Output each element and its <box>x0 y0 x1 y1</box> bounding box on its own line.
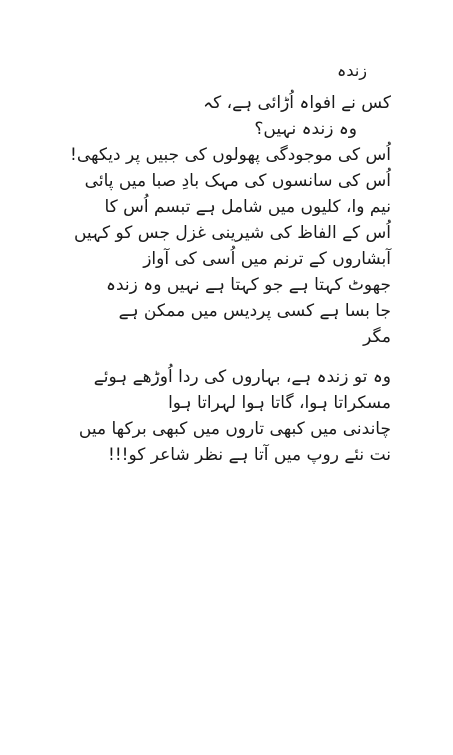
poem-line-12: مسکراتا ہوا، گاتا ہوا لہراتا ہوا <box>168 393 391 413</box>
poem-line-10: مگر <box>363 327 391 347</box>
poem-line-1: کس نے افواہ اُڑائی ہے، کہ <box>203 93 391 113</box>
poem-line-14: نت نئے روپ میں آتا ہے نظر شاعر کو!!! <box>108 445 391 465</box>
poem-line-7: آبشاروں کے ترنم میں اُسی کی آواز <box>143 249 391 269</box>
poem-line-3: اُس کی موجودگی پھولوں کی جبیں پر دیکھی! <box>70 145 391 165</box>
poem-line-6: اُس کے الفاظ کی شیرینی غزل جس کو کہیں <box>73 223 391 243</box>
poem <box>70 58 391 468</box>
poem-line-4: اُس کی سانسوں کی مہک بادِ صبا میں پائی <box>84 171 391 191</box>
poem-line-5: نیم وا، کلیوں میں شامل ہے تبسم اُس کا <box>104 197 391 217</box>
poem-line-2: وہ زندہ نہیں؟ <box>254 119 357 139</box>
poem-line-11: وہ تو زندہ ہے، بہاروں کی ردا اُوڑھے ہوئے <box>93 367 391 387</box>
poem-title: زندہ <box>337 61 367 80</box>
poem-line-8: جھوٹ کہتا ہے جو کہتا ہے نہیں وہ زندہ <box>106 275 391 295</box>
poem-line-13: چاندنی میں کبھی تاروں میں کبھی برکھا میں <box>78 419 391 439</box>
poem-line-9: جا بسا ہے کسی پردیس میں ممکن ہے <box>118 301 391 321</box>
